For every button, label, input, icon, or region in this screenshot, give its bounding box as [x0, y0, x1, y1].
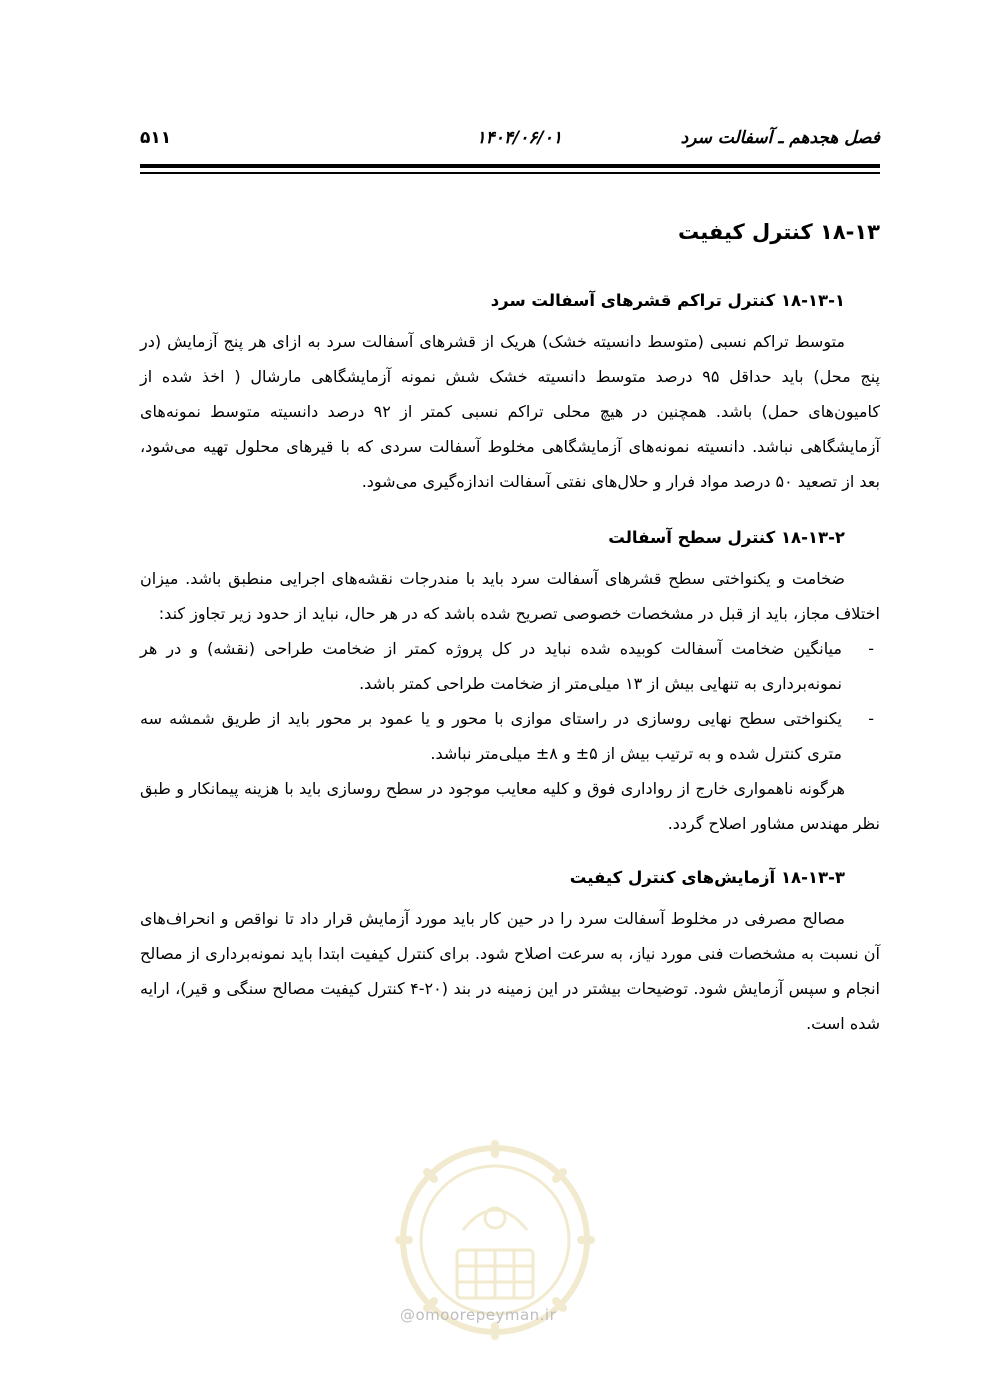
list-item: - یکنواختی سطح نهایی روسازی در راستای موازی با محور و یا عمود بر محور باید از طریق شمشه سه متری کنترل شده و به ترتیب بیش از ۵± و ۸± میلی‌متر نباشد. [140, 701, 880, 771]
page-header [140, 128, 880, 158]
subsection-title-surface: ۱۸-۱۳-۲ کنترل سطح آسفالت [608, 528, 845, 547]
bullet-dash: - [868, 709, 874, 728]
header-rule-thin [140, 172, 880, 174]
chapter-title: فصل هجدهم ـ آسفالت سرد [680, 128, 880, 148]
watermark-text: @omoorepeyman.ir [400, 1306, 557, 1324]
paragraph-density: متوسط تراکم نسبی (متوسط دانسیته خشک) هریک از قشرهای آسفالت سرد به ازای هر پنج آزمایش (در پنج محل) باید حداقل ۹۵ درصد متوسط دانسیته خشک شش نمونه آزمایشگاهی مارشال ( اخذ شده از کامیون‌های حمل) باشد. همچنین در هیچ محلی تراکم نسبی کمتر از ۹۲ درصد دانسیته متوسط نمونه‌های آزمایشگاهی نباشد. دانسیته نمونه‌های آزمایشگاهی مخلوط آسفالت سردی که با قیرهای محلول تهیه می‌شود، بعد از تصعید ۵۰ درصد مواد فرار و حلال‌های نفتی آسفالت اندازه‌گیری می‌شود. [140, 332, 881, 491]
paragraph-tests: مصالح مصرفی در مخلوط آسفالت سرد را در حین کار باید مورد آزمایش قرار داد تا نواقص و انحراف‌های آن نسبت به مشخصات فنی مورد نیاز، به سرعت اصلاح شود. برای کنترل کیفیت ابتدا باید نمونه‌برداری از مصالح انجام و سپس آزمایش شود. توضیحات بیشتر در این زمینه در بند (۲۰-۴ کنترل کیفیت مصالح سنگی و قیر)، ارایه شده است. [140, 909, 880, 1033]
page-content [140, 212, 880, 1041]
bullet-dash: - [868, 639, 874, 658]
page-number: ۵۱۱ [140, 128, 172, 148]
header-rule-thick [140, 164, 880, 168]
subsection-title-tests: ۱۸-۱۳-۳ آزمایش‌های کنترل کیفیت [569, 868, 845, 887]
section-title: ۱۸-۱۳ کنترل کیفیت [678, 220, 880, 244]
paragraph-surface-outro: هرگونه ناهمواری خارج از رواداری فوق و کلیه معایب موجود در سطح روسازی باید با هزینه پیمانکار و طبق نظر مهندس مشاور اصلاح گردد. [140, 779, 880, 833]
list-item: - میانگین ضخامت آسفالت کوبیده شده نباید در کل پروژه کمتر از ضخامت طراحی (نقشه) و در هر نمونه‌برداری به تنهایی بیش از ۱۳ میلی‌متر از ضخامت طراحی کمتر باشد. [140, 631, 880, 701]
header-date: ۱۴۰۴/۰۶/۰۱ [476, 128, 562, 148]
paragraph-surface-intro: ضخامت و یکنواختی سطح قشرهای آسفالت سرد باید با مندرجات نقشه‌های اجرایی منطبق باشد. میزان اختلاف مجاز، باید از قبل در مشخصات خصوصی تصریح شده باشد که در هر حال، نباید از حدود زیر تجاوز کند: [140, 569, 880, 623]
subsection-title-density: ۱۸-۱۳-۱ کنترل تراکم قشرهای آسفالت سرد [490, 291, 845, 310]
